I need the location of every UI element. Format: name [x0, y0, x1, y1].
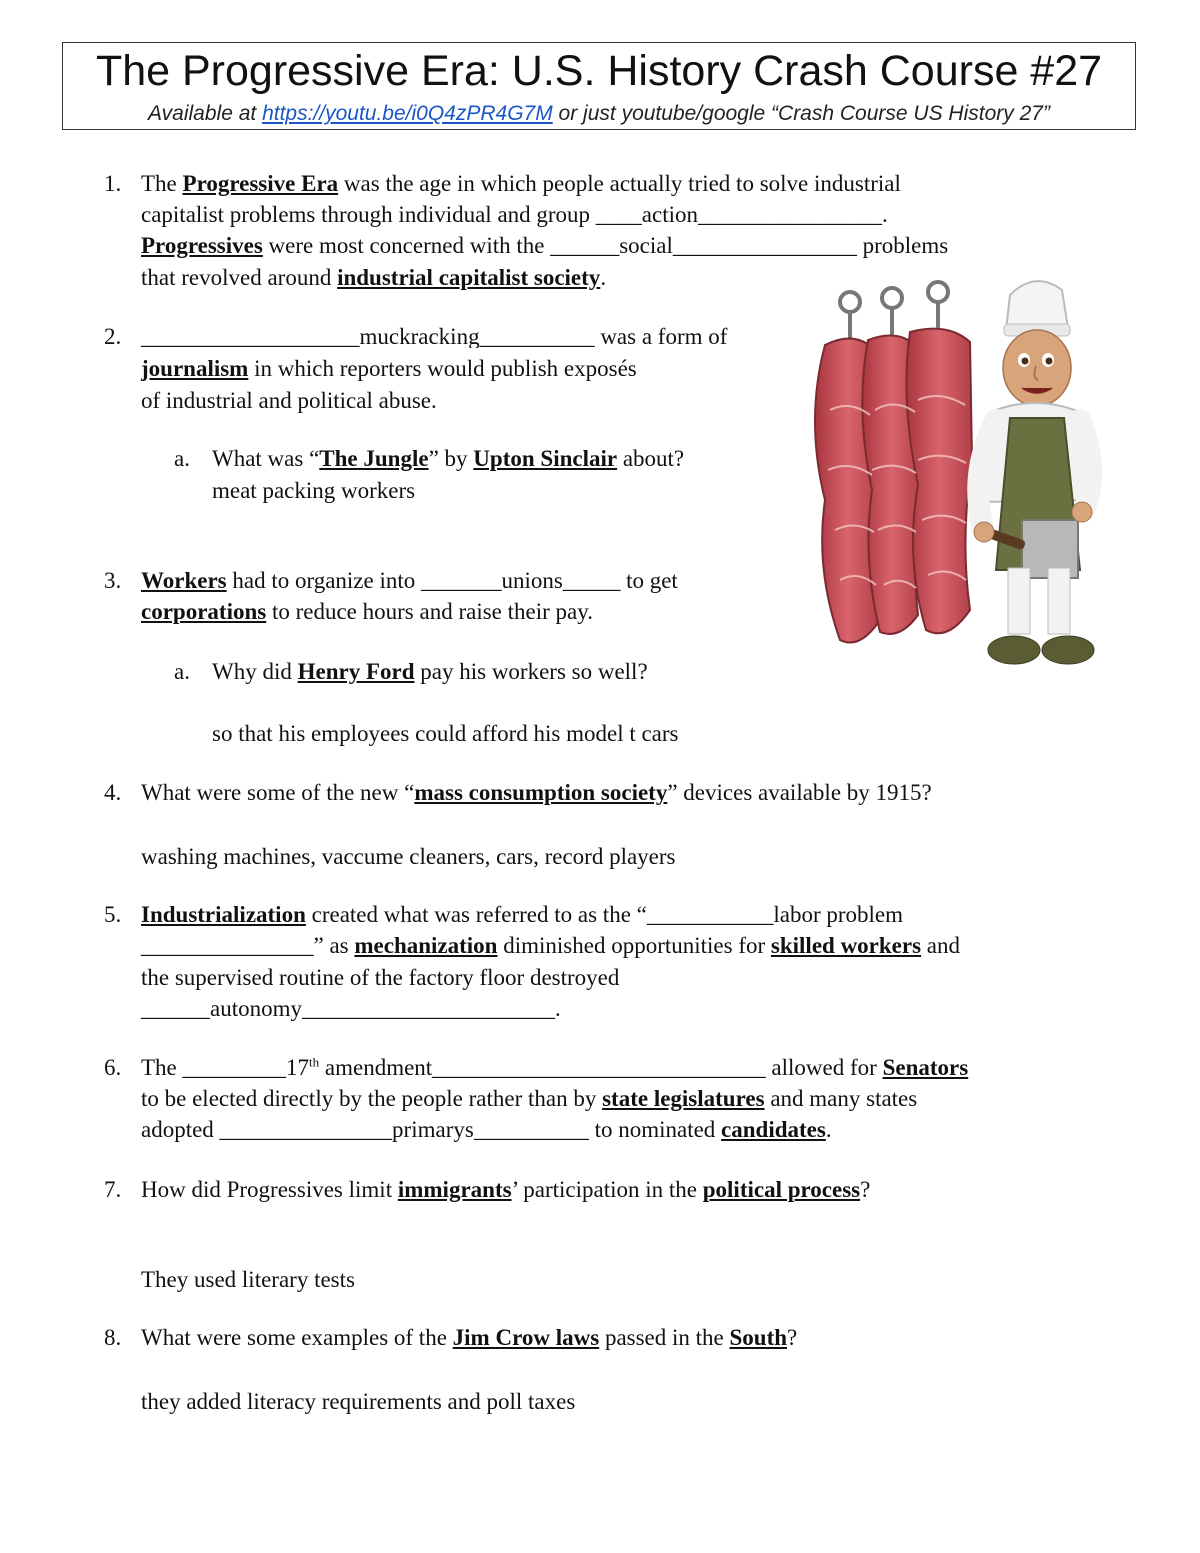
q2a-label: a. — [174, 446, 190, 471]
q2-line3: of industrial and political abuse. — [141, 388, 437, 413]
video-link[interactable]: https://youtu.be/i0Q4zPR4G7M — [262, 102, 553, 125]
butcher-with-meat-illustration — [800, 270, 1110, 685]
q2-line1: ___________________muckracking__________ was a form of — [141, 325, 728, 348]
term-henry-ford: Henry Ford — [297, 659, 415, 684]
q8-answer: they added literacy requirements and poll taxes — [141, 1389, 576, 1414]
term-industrial-capitalist-society: industrial capitalist society — [337, 265, 601, 290]
header-subtitle — [63, 102, 1135, 126]
term-progressive-era: Progressive Era — [182, 171, 339, 196]
term-jim-crow-laws: Jim Crow laws — [452, 1325, 600, 1350]
q2a-answer: meat packing workers — [212, 478, 416, 503]
term-political-process: political process — [702, 1177, 861, 1202]
q7-number: 7. — [104, 1177, 122, 1202]
q5-number: 5. — [104, 902, 122, 927]
term-industrialization: Industrialization — [141, 902, 306, 927]
q8-number: 8. — [104, 1325, 122, 1350]
term-progressives: Progressives — [141, 233, 263, 258]
q2-number: 2. — [104, 324, 122, 349]
q1-line3: Progressives were most concerned with the ______social________________ problems — [141, 233, 949, 258]
q2a-question: What was “The Jungle” by Upton Sinclair about? — [212, 446, 685, 471]
term-south: South — [729, 1325, 788, 1350]
q1-number: 1. — [104, 171, 122, 196]
q5-line1: Industrialization created what was referred to as the “___________labor problem — [141, 902, 904, 927]
worksheet-header — [62, 42, 1136, 130]
q3-line1: Workers had to organize into _______unions_____ to get — [141, 568, 678, 593]
q1-line1: The Progressive Era was the age in which people actually tried to solve industrial — [141, 171, 901, 196]
term-upton-sinclair: Upton Sinclair — [473, 446, 618, 471]
term-skilled-workers: skilled workers — [770, 933, 922, 958]
availability-prefix: Available at — [148, 102, 263, 125]
q6-line1: The _________17th amendment_____________________________ allowed for Senators — [141, 1054, 969, 1080]
q8-question: What were some examples of the Jim Crow laws passed in the South? — [141, 1325, 798, 1350]
q5-line2: _______________” as mechanization diminished opportunities for skilled workers and — [141, 933, 961, 958]
q5-line3: the supervised routine of the factory floor destroyed — [141, 965, 620, 990]
q2-line2: journalism in which reporters would publish exposés — [141, 356, 637, 381]
q3a-question: Why did Henry Ford pay his workers so well? — [212, 659, 648, 684]
q5-line4: ______autonomy______________________. — [141, 996, 561, 1021]
term-mechanization: mechanization — [354, 933, 498, 958]
page-title: The Progressive Era: U.S. History Crash Course #27 — [95, 47, 1103, 95]
availability-suffix: or just youtube/google “Crash Course US History 27” — [552, 102, 1050, 125]
butcher-figure — [974, 281, 1094, 664]
term-mass-consumption-society: mass consumption society — [414, 780, 668, 805]
q4-question: What were some of the new “mass consumption society” devices available by 1915? — [141, 780, 932, 805]
term-journalism: journalism — [141, 356, 249, 381]
term-corporations: corporations — [141, 599, 267, 624]
q6-number: 6. — [104, 1055, 122, 1080]
q4-answer: washing machines, vaccume cleaners, cars, record players — [141, 844, 676, 869]
q6-line3: adopted _______________primarys__________ to nominated candidates. — [141, 1117, 832, 1142]
term-workers: Workers — [141, 568, 227, 593]
q7-question: How did Progressives limit immigrants’ participation in the political process? — [141, 1177, 871, 1202]
q3-line2: corporations to reduce hours and raise their pay. — [141, 599, 593, 624]
term-the-jungle: The Jungle — [319, 446, 429, 471]
q3-number: 3. — [104, 568, 122, 593]
q3a-label: a. — [174, 659, 190, 684]
term-state-legislatures: state legislatures — [602, 1086, 765, 1111]
term-candidates: candidates — [721, 1117, 826, 1142]
q1-line2: capitalist problems through individual and group ____action________________. — [141, 202, 888, 227]
term-immigrants: immigrants — [397, 1177, 512, 1202]
meat-slabs — [815, 329, 972, 643]
q3a-answer: so that his employees could afford his model t cars — [212, 721, 679, 746]
q6-line2: to be elected directly by the people rather than by state legislatures and many states — [141, 1086, 918, 1111]
term-senators: Senators — [882, 1055, 969, 1080]
q1-line4: that revolved around industrial capitalist society. — [141, 265, 607, 290]
q7-answer: They used literary tests — [141, 1267, 355, 1292]
q4-number: 4. — [104, 780, 122, 805]
